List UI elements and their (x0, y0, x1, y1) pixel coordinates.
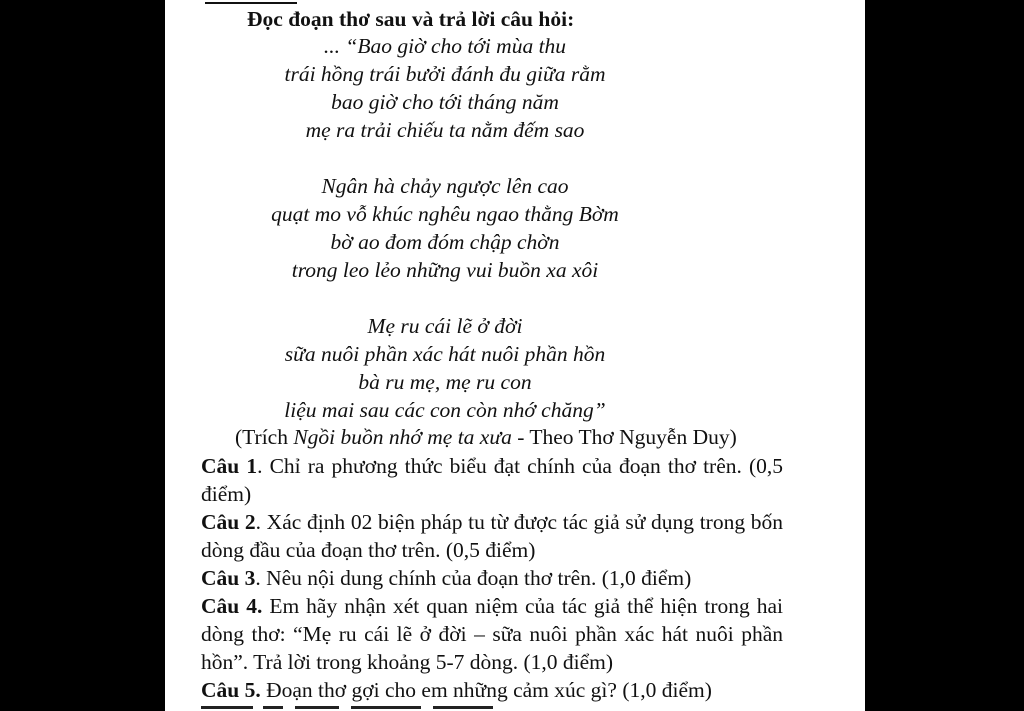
poem-line: bao giờ cho tới tháng năm (331, 90, 559, 114)
poem-line: trái hồng trái bưởi đánh đu giữa rằm (284, 62, 606, 86)
poem-line: trong leo lẻo những vui buồn xa xôi (291, 258, 599, 282)
poem-line: Ngân hà chảy ngược lên cao (321, 174, 569, 198)
poem-line: mẹ ra trải chiếu ta nằm đếm sao (305, 118, 585, 142)
question-5 (201, 676, 783, 704)
stanza-break (165, 284, 725, 312)
document-page (165, 0, 865, 711)
question-text: Em hãy nhận xét quan niệm của tác giả thể hiện trong hai dòng thơ: “Mẹ ru cái lẽ ở đời – sữa nuôi phần xác hát nuôi phần hồn”. Trả lời trong khoảng 5-7 dòng. (1,0 điểm) (201, 594, 784, 674)
poem-source (235, 425, 737, 450)
question-4 (201, 592, 783, 676)
poem-line: liệu mai sau các con còn nhớ chăng” (284, 398, 606, 422)
text-fragment (351, 706, 421, 709)
poem-line: sữa nuôi phần xác hát nuôi phần hồn (284, 342, 606, 366)
question-list (201, 452, 783, 704)
poem-line: quạt mo vỗ khúc nghêu ngao thằng Bờm (271, 202, 619, 226)
question-text: Đoạn thơ gợi cho em những cảm xúc gì? (1,0 điểm) (260, 678, 712, 702)
instruction-heading: Đọc đoạn thơ sau và trả lời câu hỏi: (247, 7, 575, 31)
question-2 (201, 508, 783, 564)
text-fragment (433, 706, 493, 709)
question-text: . Nêu nội dung chính của đoạn thơ trên. (1,0 điểm) (255, 566, 692, 590)
source-prefix: (Trích (235, 425, 294, 449)
poem-line: Mẹ ru cái lẽ ở đời (367, 314, 523, 338)
question-label: Câu 3 (201, 566, 256, 590)
cropped-top-line (205, 0, 465, 6)
text-fragment (201, 706, 253, 709)
question-1 (201, 452, 783, 508)
text-fragment (295, 706, 339, 709)
question-label: Câu 2 (201, 510, 256, 534)
source-title: Ngồi buồn nhớ mẹ ta xưa (293, 425, 512, 449)
poem-line: ... “Bao giờ cho tới mùa thu (323, 34, 567, 58)
underline-fragment (205, 2, 297, 4)
poem-line: bà ru mẹ, mẹ ru con (358, 370, 532, 394)
question-label: Câu 1 (201, 454, 258, 478)
question-text: . Xác định 02 biện pháp tu từ được tác giả sử dụng trong bốn dòng đầu của đoạn thơ trên. (0,5 điểm) (201, 510, 783, 562)
stanza-break (165, 144, 725, 172)
cropped-bottom-line (201, 704, 761, 711)
poem (165, 32, 725, 424)
text-fragment (263, 706, 283, 709)
question-text: . Chỉ ra phương thức biểu đạt chính của đoạn thơ trên. (0,5 điểm) (201, 454, 784, 506)
question-3 (201, 564, 783, 592)
source-suffix: - Theo Thơ Nguyễn Duy) (511, 425, 737, 449)
question-label: Câu 5. (201, 678, 261, 702)
question-label: Câu 4. (201, 594, 263, 618)
poem-line: bờ ao đom đóm chập chờn (330, 230, 560, 254)
